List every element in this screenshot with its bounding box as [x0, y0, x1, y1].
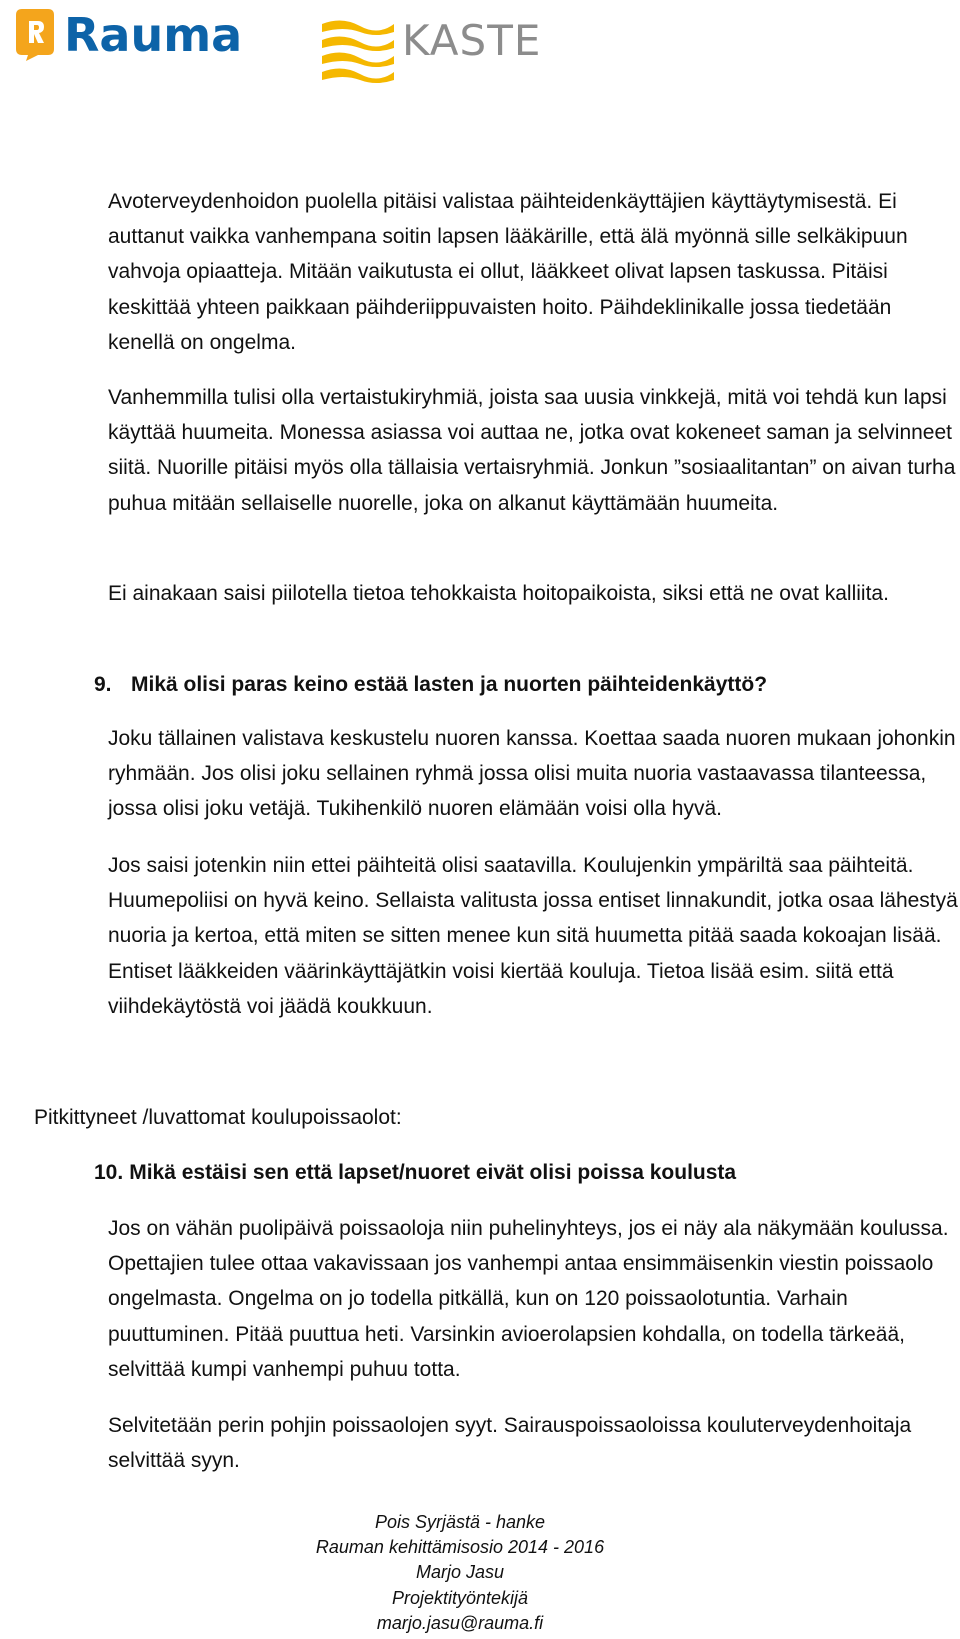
question-10 — [94, 1155, 736, 1190]
question-9-text: Mikä olisi paras keino estää lasten ja nuorten päihteidenkäyttö? — [131, 673, 768, 696]
paragraph-3: Ei ainakaan saisi piilotella tietoa tehokkaista hoitopaikoista, siksi että ne ovat kalliita. — [108, 582, 889, 605]
section-heading: Pitkittyneet /luvattomat koulupoissaolot: — [34, 1106, 402, 1129]
kaste-logo — [322, 18, 541, 86]
question-10-text: Mikä estäisi sen että lapset/nuoret eivät olisi poissa koulusta — [129, 1161, 737, 1184]
page-header — [0, 0, 960, 100]
page-footer — [0, 1510, 920, 1636]
paragraph-4: Joku tällainen valistava keskustelu nuoren kanssa. Koettaa saada nuoren mukaan johonkin ryhmään. Jos olisi joku sellainen ryhmä jossa olisi muita nuoria vastaavassa tilanteessa, jossa olisi joku vetäjä. Tukihenkilö nuoren elämään voisi olla hyvä. — [108, 727, 956, 821]
paragraph-7: Selvitetään perin pohjin poissaolojen syyt. Sairauspoissaoloissa kouluterveydenhoitaja selvittää syyn. — [108, 1414, 912, 1473]
kaste-wordmark: KASTE — [402, 16, 542, 65]
paragraph-2: Vanhemmilla tulisi olla vertaistukiryhmiä, joista saa uusia vinkkejä, mitä voi tehdä kun lapsi käyttää huumeita. Monessa asiassa voi auttaa ne, jotka ovat kokeneet saman ja selvinneet siitä. Nuorille pitäisi myös olla tällaisia vertaisryhmiä. Jonkun ”sosiaalitantan” on aivan turha puhua mitään sellaiselle nuorelle, joka on alkanut käyttämään huumeita. — [108, 386, 956, 515]
footer-project-name: Pois Syrjästä - hanke — [374, 1512, 546, 1532]
paragraph-5: Jos saisi jotenkin niin ettei päihteitä olisi saatavilla. Koulujenkin ympäriltä saa päihteitä. Huumepoliisi on hyvä keino. Sellaista valitusta jossa entiset linnakundit, jotka osaa lähestyä nuoria ja kertoa, että miten se sitten menee kun sitä huumetta pitää saada kokoajan lisää. Entiset lääkkeiden väärinkäyttäjätkin voisi kiertää kouluja. Tietoa lisää esim. siitä että viihdekäytöstä voi jäädä koukkuun. — [108, 854, 958, 1018]
question-9 — [94, 667, 767, 702]
paragraph-1: Avoterveydenhoidon puolella pitäisi valistaa päihteidenkäyttäjien käyttäytymisestä. Ei auttanut vaikka vanhempana soitin lapsen lääkärille, että älä myönnä sille selkäkipuun vahvoja opiaatteja. Mitään vaikutusta ei ollut, lääkkeet olivat lapsen taskussa. Pitäisi keskittää yhteen paikkaan päihderiippuvaisten hoito. Päihdeklinikalle jossa tiedetään kenellä on ongelma. — [108, 190, 908, 354]
footer-author-title: Projektityöntekijä — [391, 1587, 529, 1608]
rauma-emblem-icon — [16, 9, 54, 61]
footer-author-name: Marjo Jasu — [415, 1562, 505, 1583]
footer-email: marjo.jasu@rauma.fi — [376, 1612, 544, 1633]
rauma-wordmark: Rauma — [64, 8, 243, 62]
question-9-number: 9. — [94, 673, 112, 696]
rauma-logo — [16, 9, 242, 61]
kaste-waves-icon — [322, 18, 396, 86]
paragraph-6: Jos on vähän puolipäivä poissaoloja niin puhelinyhteys, jos ei näy ala näkymään koulussa. Opettajien tulee ottaa vakavissaan jos vanhempi antaa ensimmäisenkin viestin poissaolo ongelmasta. Ongelma on jo todella pitkällä, kun on 120 poissaolotuntia. Varhain puuttuminen. Pitää puuttua heti. Varsinkin avioerolapsien kohdalla, on todella tärkeää, selvittää kumpi vanhempi puhuu totta. — [108, 1217, 949, 1381]
footer-project-period: Rauman kehittämisosio 2014 - 2016 — [315, 1537, 605, 1558]
question-10-number: 10. — [94, 1161, 124, 1184]
